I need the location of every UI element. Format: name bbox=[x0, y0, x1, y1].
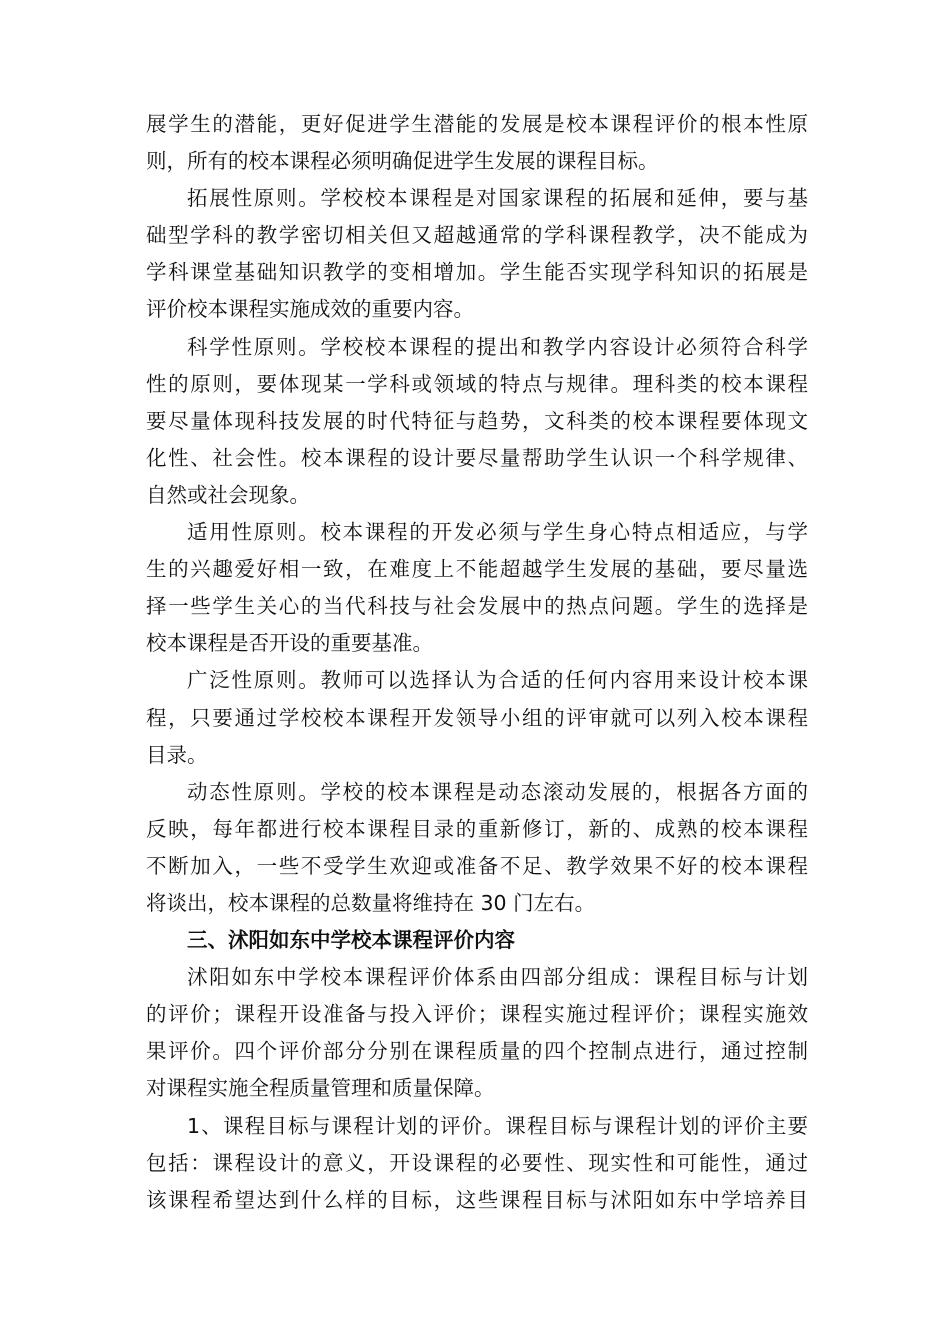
text-line: 包括：课程设计的意义，开设课程的必要性、现实性和可能性，通过 bbox=[146, 1150, 808, 1175]
text-line: 择一些学生关心的当代科技与社会发展中的热点问题。学生的选择是 bbox=[146, 594, 808, 619]
text-line: 性的原则，要体现某一学科或领域的特点与规律。理科类的校本课程 bbox=[146, 371, 808, 396]
text-line: 则，所有的校本课程必须明确促进学生发展的课程目标。 bbox=[146, 149, 659, 174]
text-line: 目录。 bbox=[146, 742, 208, 767]
text-line: 不断加入，一些不受学生欢迎或准备不足、教学效果不好的校本课程 bbox=[146, 853, 808, 878]
text-line: 要尽量体现科技发展的时代特征与趋势，文科类的校本课程要体现文 bbox=[146, 408, 808, 433]
text-line: 学科课堂基础知识教学的变相增加。学生能否实现学科知识的拓展是 bbox=[146, 260, 808, 285]
paragraph-first-line: 1、课程目标与课程计划的评价。课程目标与课程计划的评价主要 bbox=[187, 1113, 808, 1138]
text-line: 的评价；课程开设准备与投入评价；课程实施过程评价；课程实施效 bbox=[146, 1002, 808, 1027]
paragraph-first-line: 适用性原则。校本课程的开发必须与学生身心特点相适应，与学 bbox=[187, 520, 808, 545]
text-line: 果评价。四个评价部分分别在课程质量的四个控制点进行，通过控制 bbox=[146, 1039, 808, 1064]
paragraph-first-line: 沭阳如东中学校本课程评价体系由四部分组成：课程目标与计划 bbox=[187, 965, 808, 990]
body-text bbox=[146, 106, 808, 1219]
text-line: 展学生的潜能，更好促进学生潜能的发展是校本课程评价的根本性原 bbox=[146, 112, 808, 136]
text-line: 生的兴趣爱好相一致，在难度上不能超越学生发展的基础，要尽量选 bbox=[146, 557, 808, 582]
text-line: 该课程希望达到什么样的目标，这些课程目标与沭阳如东中学培养目 bbox=[146, 1187, 808, 1212]
text-line: 自然或社会现象。 bbox=[146, 482, 310, 507]
section-heading: 三、沭阳如东中学校本课程评价内容 bbox=[187, 928, 515, 953]
text-line: 化性、社会性。校本课程的设计要尽量帮助学生认识一个科学规律、 bbox=[146, 445, 808, 470]
text-line: 校本课程是否开设的重要基准。 bbox=[146, 631, 433, 656]
paragraph-first-line: 广泛性原则。教师可以选择认为合适的任何内容用来设计校本课 bbox=[187, 668, 808, 693]
text-line: 将谈出，校本课程的总数量将维持在 30 门左右。 bbox=[146, 890, 596, 915]
text-line: 对课程实施全程质量管理和质量保障。 bbox=[146, 1076, 495, 1101]
paragraph-first-line: 科学性原则。学校校本课程的提出和教学内容设计必须符合科学 bbox=[187, 334, 808, 359]
text-line: 程，只要通过学校校本课程开发领导小组的评审就可以列入校本课程 bbox=[146, 705, 808, 730]
paragraph-first-line: 拓展性原则。学校校本课程是对国家课程的拓展和延伸，要与基 bbox=[187, 186, 808, 211]
text-line: 反映，每年都进行校本课程目录的重新修订，新的、成熟的校本课程 bbox=[146, 816, 808, 841]
text-line: 评价校本课程实施成效的重要内容。 bbox=[146, 297, 474, 322]
text-line: 础型学科的教学密切相关但又超越通常的学科课程教学，决不能成为 bbox=[146, 223, 808, 248]
paragraph-first-line: 动态性原则。学校的校本课程是动态滚动发展的，根据各方面的 bbox=[187, 779, 808, 804]
